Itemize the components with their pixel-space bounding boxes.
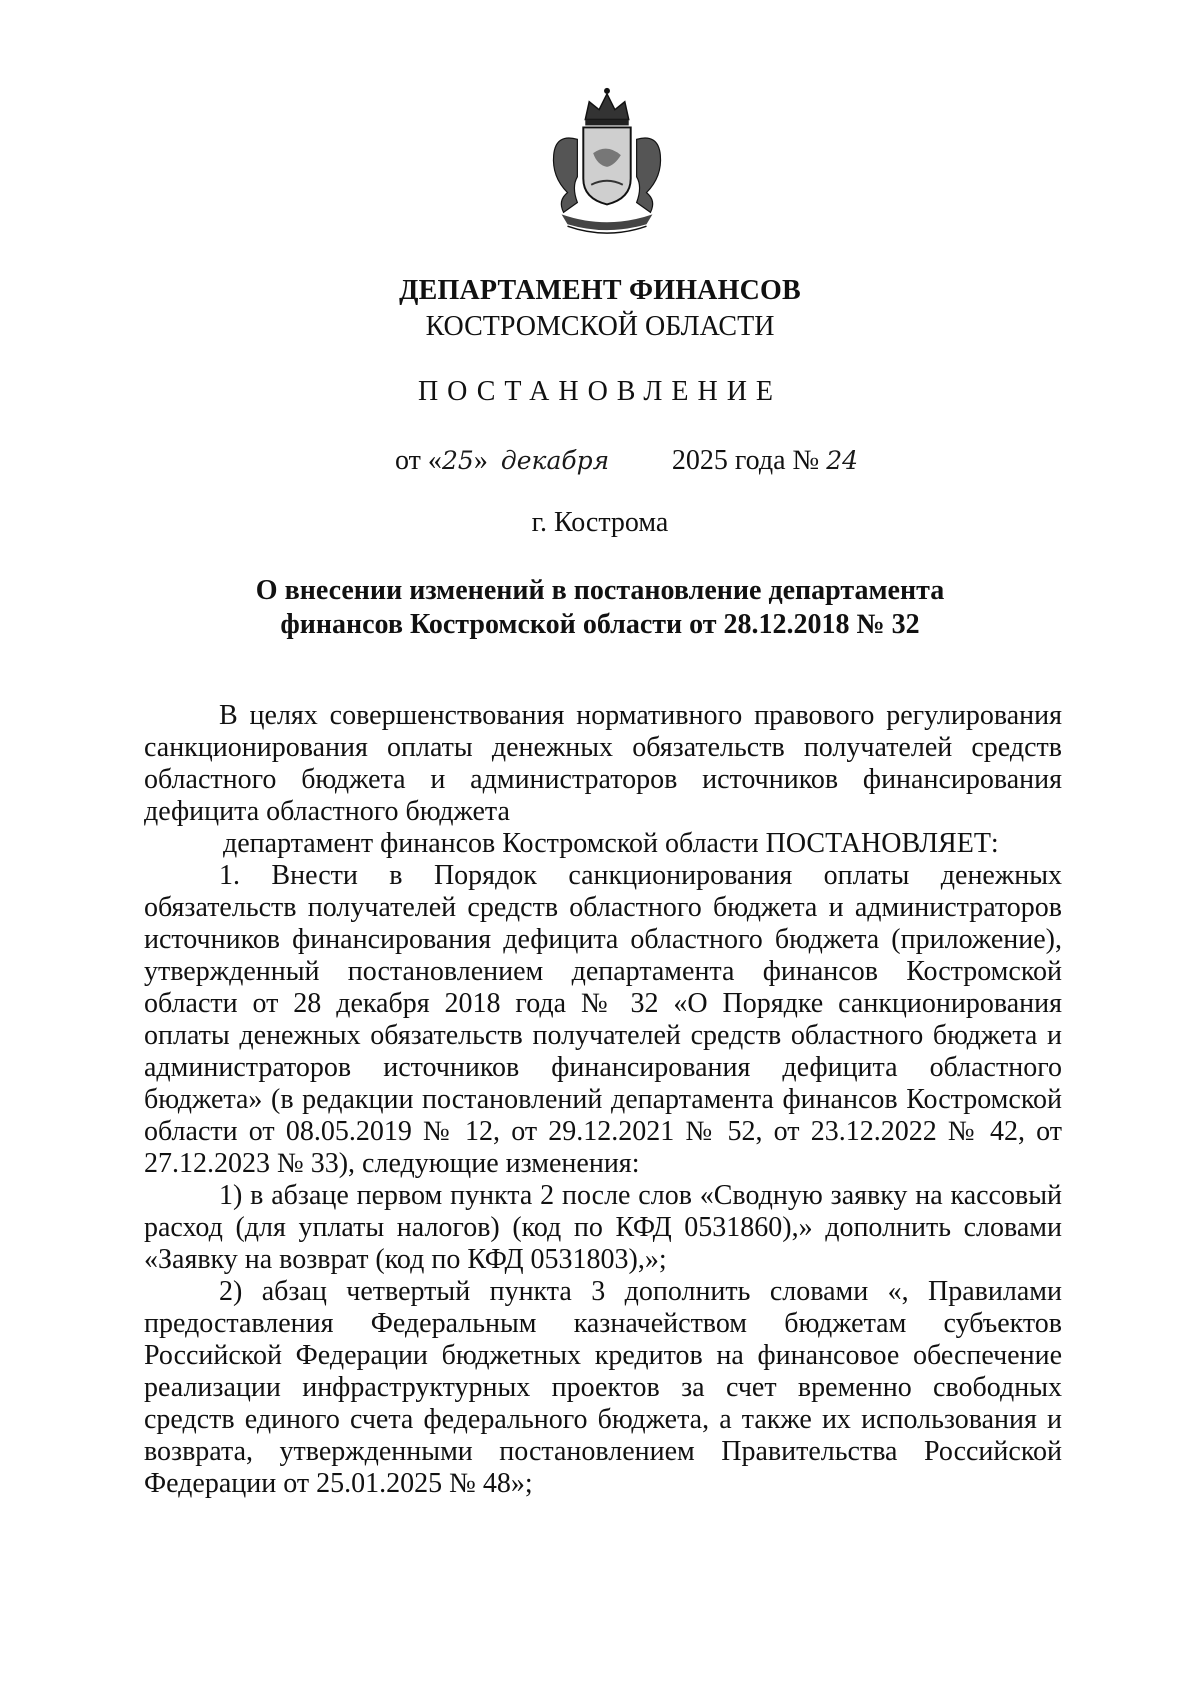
- handwritten-day: 25: [441, 446, 474, 475]
- subject-line-1: О внесении изменений в постановление департамента: [255, 575, 945, 606]
- decree-paragraph: департамент финансов Костромской области ПОСТАНОВЛЯЕТ:: [223, 828, 999, 859]
- handwritten-doc-number: 24: [826, 446, 859, 475]
- document-subject: [180, 574, 1020, 642]
- department-region: КОСТРОМСКОЙ ОБЛАСТИ: [425, 311, 775, 342]
- date-year-text: 2025 года №: [671, 445, 820, 476]
- date-quote-close: »: [473, 445, 488, 476]
- coat-of-arms-emblem: [528, 82, 686, 240]
- preamble-paragraph: В целях совершенствования нормативного правового регулирования санкционирования оплаты денежных обязательств получателей средств областного бюджета и администраторов источников финансирования дефицита областного бюджета: [144, 700, 1062, 827]
- subitem-1-paragraph: 1) в абзаце первом пункта 2 после слов «Сводную заявку на кассовый расход (для уплаты налогов) (код по КФД 0531860),» дополнить словами «Заявку на возврат (код по КФД 0531803),»;: [144, 1180, 1062, 1275]
- subitem-2-paragraph: 2) абзац четвертый пункта 3 дополнить словами «, Правилами предоставления Федеральным казначейством бюджетам субъектов Российской Федерации бюджетных кредитов на финансовое обеспечение реализации инфраструктурных проектов за счет временно свободных средств единого счета федерального бюджета, а также их использования и возврата, утвержденными постановлением Правительства Российской Федерации от 25.01.2025 № 48»;: [144, 1276, 1062, 1499]
- date-line: [395, 445, 866, 477]
- city-name: г. Кострома: [531, 507, 669, 538]
- subject-line-2: финансов Костромской области от 28.12.2018 № 32: [280, 609, 920, 640]
- document-body: [144, 700, 1062, 1500]
- date-prefix: от «: [395, 445, 442, 476]
- department-title: ДЕПАРТАМЕНТ ФИНАНСОВ: [399, 275, 801, 306]
- handwritten-month: декабря: [500, 446, 610, 475]
- document-type: ПОСТАНОВЛЕНИЕ: [417, 376, 783, 407]
- item-1-paragraph: 1. Внести в Порядок санкционирования оплаты денежных обязательств получателей средств областного бюджета и администраторов источников финансирования дефицита областного бюджета (приложение), утвержденный постановлением департамента финансов Костромской области от 28 декабря 2018 года № 32 «О Порядке санкционирования оплаты денежных обязательств получателей средств областного бюджета и администраторов источников финансирования дефицита областного бюджета» (в редакции постановлений департамента финансов Костромской области от 08.05.2019 № 12, от 29.12.2021 № 52, от 23.12.2022 № 42, от 27.12.2023 № 33), следующие изменения:: [144, 860, 1062, 1179]
